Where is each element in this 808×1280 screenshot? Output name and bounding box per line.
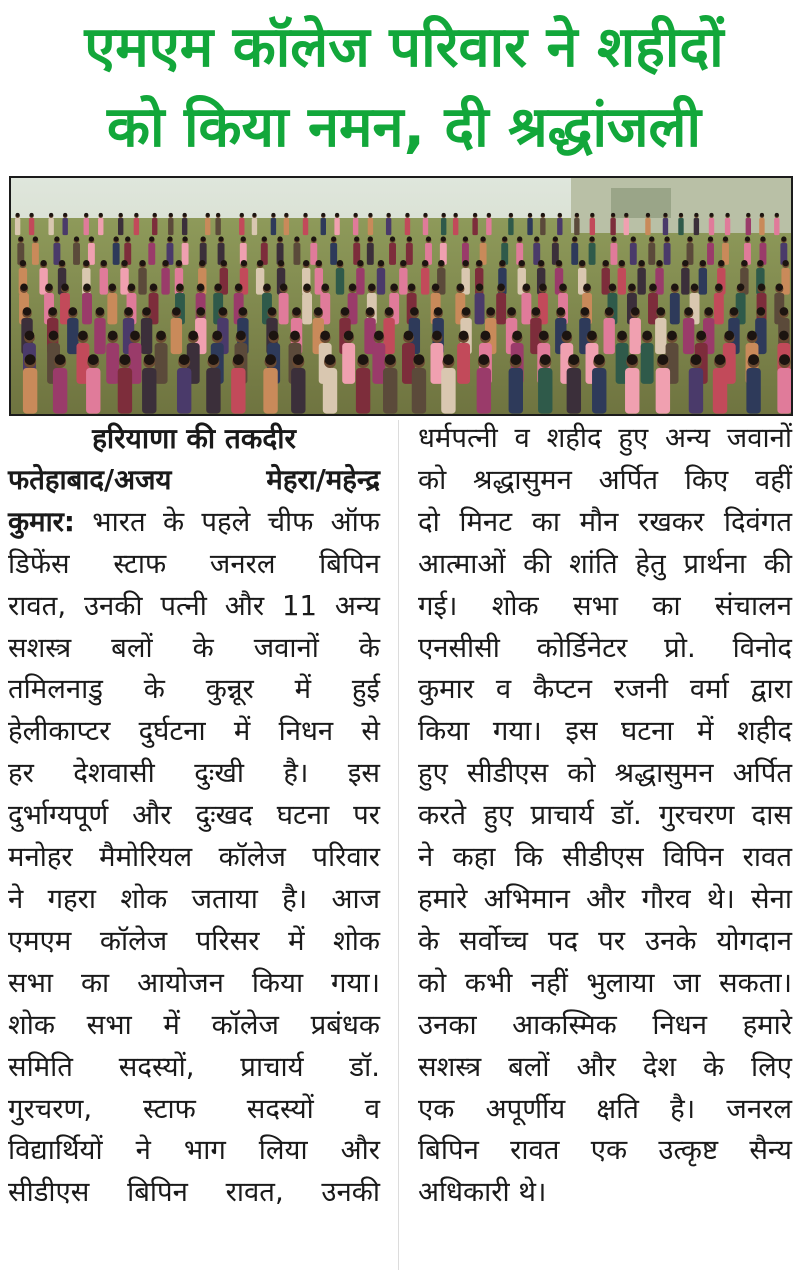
article-line: शोक सभा में कॉलेज प्रबंधक xyxy=(8,1008,380,1041)
article-line: तमिलनाडु के कुन्नूर में हुई xyxy=(8,673,380,706)
article-line: गई। शोक सभा का संचालन xyxy=(418,589,792,622)
article-line: करते हुए प्राचार्य डॉ. गुरचरण दास xyxy=(418,799,792,832)
article-line: सशस्त्र बलों और देश के लिए xyxy=(418,1050,792,1083)
article-line: के सर्वोच्च पद पर उनके योगदान xyxy=(418,924,792,957)
news-photo xyxy=(9,176,793,416)
assembly-photo-illustration xyxy=(11,178,791,414)
headline-line-1: एमएम कॉलेज परिवार ने शहीदों xyxy=(84,15,724,80)
left-body xyxy=(8,544,380,1215)
article-line: सशस्त्र बलों के जवानों के xyxy=(8,631,380,664)
article-line: एनसीसी कोर्डिनेटर प्रो. विनोद xyxy=(418,631,792,664)
article-line: को कभी नहीं भुलाया जा सकता। xyxy=(418,966,792,999)
byline-end: कुमार: xyxy=(8,505,75,538)
right-body xyxy=(418,418,792,1214)
article-line: दुर्भाग्यपूर्ण और दुःखद घटना पर xyxy=(8,799,380,832)
column-divider xyxy=(398,420,399,1270)
article-line: रावत, उनकी पत्नी और 11 अन्य xyxy=(8,589,380,622)
article-line: एक अपूर्णीय क्षति है। जनरल xyxy=(418,1092,792,1125)
article-line: डिफेंस स्टाफ जनरल बिपिन xyxy=(8,547,380,580)
article-kicker: हरियाणा की तकदीर xyxy=(92,422,296,455)
article-column-left xyxy=(8,418,380,1214)
article-line: विद्यार्थियों ने भाग लिया और xyxy=(8,1134,380,1167)
article-line: को श्रद्धासुमन अर्पित किए वहीं xyxy=(418,463,792,496)
article-line: समिति सदस्यों, प्राचार्य डॉ. xyxy=(8,1050,380,1083)
article-line: ने कहा कि सीडीएस विपिन रावत xyxy=(418,841,792,874)
article-line: दो मिनट का मौन रखकर दिवंगत xyxy=(418,505,792,538)
article-first-line xyxy=(8,502,380,544)
article-line: बिपिन रावत एक उत्कृष्ट सैन्य xyxy=(418,1134,792,1167)
headline-line-2: को किया नमन, दी श्रद्धांजली xyxy=(106,95,702,160)
headline xyxy=(10,8,798,168)
article-line: सीडीएस बिपिन रावत, उनकी xyxy=(8,1176,380,1209)
article-line: ने गहरा शोक जताया है। आज xyxy=(8,882,380,915)
article-line: मनोहर मैमोरियल कॉलेज परिवार xyxy=(8,841,380,874)
article-line: कुमार व कैप्टन रजनी वर्मा द्वारा xyxy=(418,673,792,706)
article-line: हुए सीडीएस को श्रद्धासुमन अर्पित xyxy=(418,757,792,790)
article-line: हमारे अभिमान और गौरव थे। सेना xyxy=(418,882,792,915)
article-line: अधिकारी थे। xyxy=(418,1176,547,1209)
article-line: आत्माओं की शांति हेतु प्रार्थना की xyxy=(418,547,792,580)
article-line: गुरचरण, स्टाफ सदस्यों व xyxy=(8,1092,380,1125)
article-line: सभा का आयोजन किया गया। xyxy=(8,966,380,999)
article-first-line-text: भारत के पहले चीफ ऑफ xyxy=(92,505,381,538)
article-line: किया गया। इस घटना में शहीद xyxy=(418,715,792,748)
article-line: उनका आकस्मिक निधन हमारे xyxy=(418,1008,792,1041)
article-line: धर्मपत्नी व शहीद हुए अन्य जवानों xyxy=(418,422,792,454)
article-line: हर देशवासी दुःखी है। इस xyxy=(8,757,380,790)
byline: फतेहाबाद/अजय मेहरा/महेन्द्र xyxy=(8,463,380,496)
article-line: हेलीकाप्टर दुर्घटना में निधन से xyxy=(8,715,380,748)
article-column-right xyxy=(418,418,792,1214)
article-line: एमएम कॉलेज परिसर में शोक xyxy=(8,924,380,957)
